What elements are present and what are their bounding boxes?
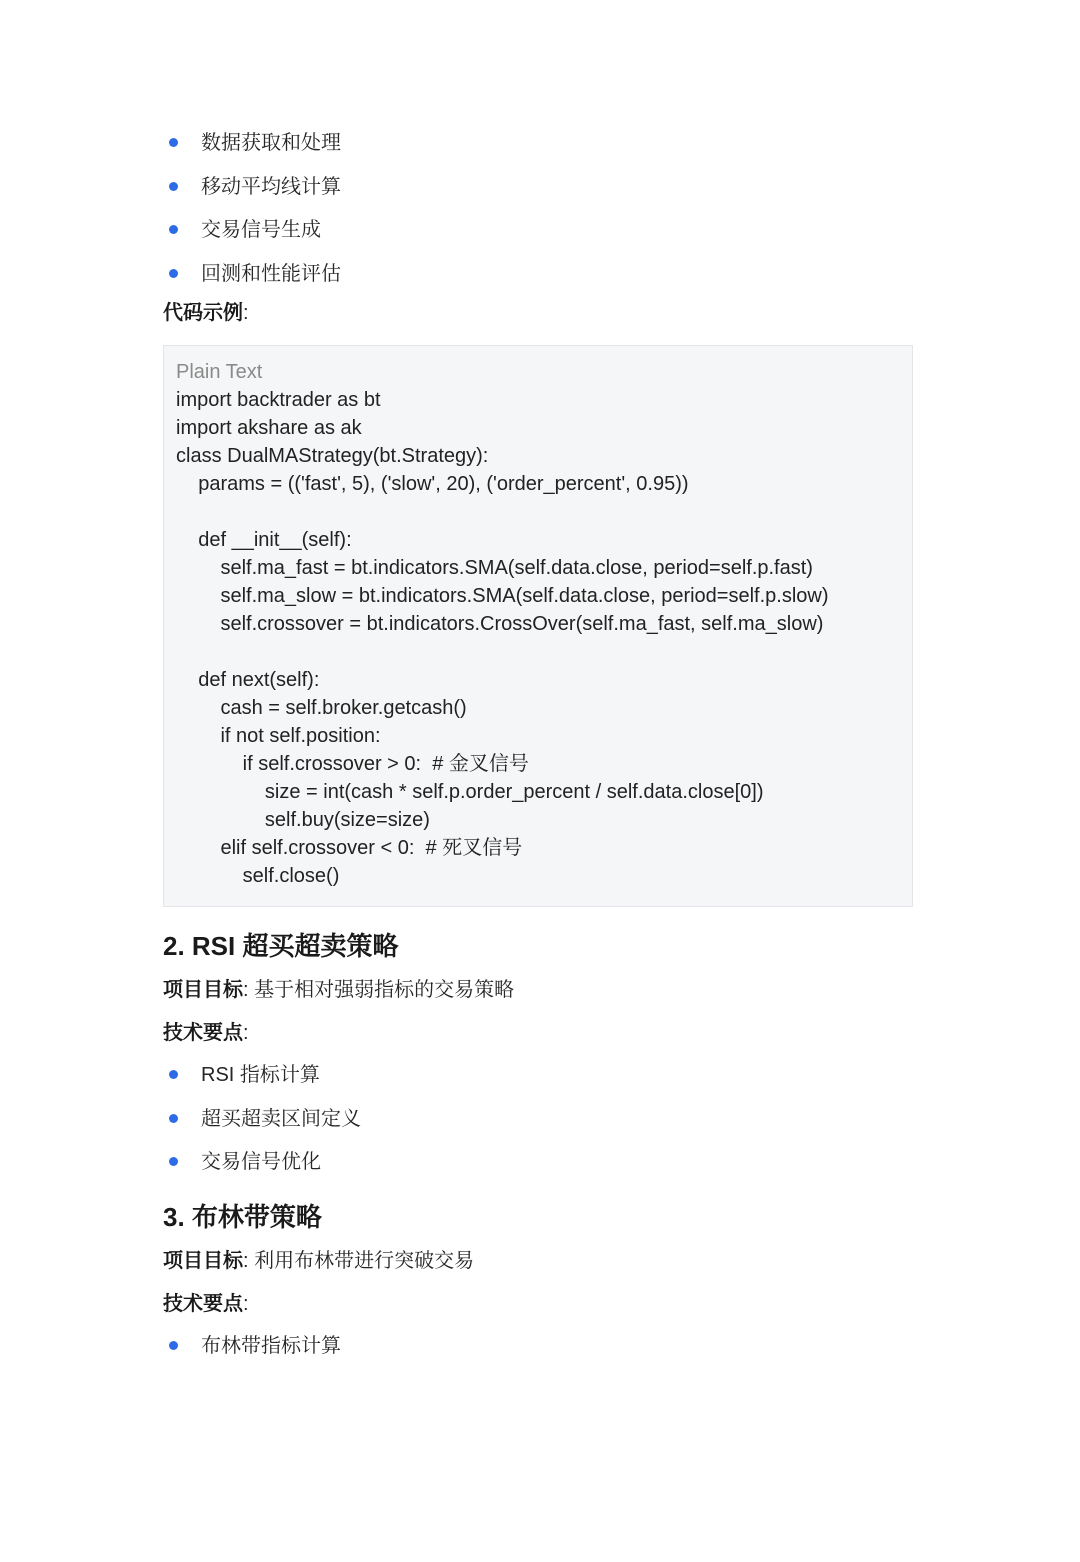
code-line: import akshare as ak	[176, 417, 362, 439]
section-2-bullet-list	[163, 1056, 915, 1187]
code-line: self.crossover = bt.indicators.CrossOver(self.ma_fast, self.ma_slow)	[176, 613, 824, 635]
section-2-points-label: 技术要点:	[163, 1022, 249, 1044]
code-line	[176, 638, 900, 666]
code-line: class DualMAStrategy(bt.Strategy):	[176, 445, 489, 467]
list-item	[163, 211, 915, 255]
list-item-text: 回测和性能评估	[201, 262, 341, 285]
code-block[interactable]	[163, 345, 913, 907]
bullet-dot-icon	[169, 269, 178, 278]
list-item-text: 交易信号生成	[201, 219, 321, 241]
code-line: self.close()	[176, 865, 340, 887]
code-line: import backtrader as bt	[176, 389, 381, 411]
code-line: def next(self):	[176, 669, 320, 691]
list-item	[163, 1100, 915, 1144]
bullet-dot-icon	[169, 1341, 178, 1350]
list-item	[163, 1327, 915, 1371]
code-line: if not self.position:	[176, 725, 381, 747]
code-line: def __init__(self):	[176, 529, 352, 551]
section-2-goal: 项目目标: 基于相对强弱指标的交易策略	[163, 979, 515, 1001]
document-page	[163, 124, 915, 1370]
list-item-text: 数据获取和处理	[201, 132, 341, 154]
code-line: if self.crossover > 0: # 金叉信号	[176, 753, 529, 775]
code-line: size = int(cash * self.p.order_percent / self.data.close[0])	[176, 781, 764, 803]
list-item	[163, 1143, 915, 1187]
list-item-text: 布林带指标计算	[201, 1334, 341, 1357]
list-item-text: RSI 指标计算	[201, 1064, 320, 1086]
list-item	[163, 1056, 915, 1100]
code-line: elif self.crossover < 0: # 死叉信号	[176, 837, 523, 859]
code-language-label: Plain Text	[176, 361, 263, 383]
code-line	[176, 498, 900, 526]
list-item	[163, 255, 915, 299]
bullet-dot-icon	[169, 1114, 178, 1123]
bullet-dot-icon	[169, 1157, 178, 1166]
bullet-dot-icon	[169, 138, 178, 147]
bullet-dot-icon	[169, 225, 178, 234]
code-line: params = (('fast', 5), ('slow', 20), ('order_percent', 0.95))	[176, 473, 689, 495]
list-item	[163, 124, 915, 168]
section-3-bullet-list	[163, 1327, 915, 1371]
list-item-text: 超买超卖区间定义	[201, 1107, 361, 1130]
code-example-label: 代码示例:	[163, 302, 249, 324]
list-item	[163, 168, 915, 212]
code-line: cash = self.broker.getcash()	[176, 697, 467, 719]
section-3-heading: 3. 布林带策略	[163, 1201, 322, 1232]
bullet-dot-icon	[169, 1070, 178, 1079]
list-item-text: 移动平均线计算	[201, 175, 341, 198]
code-line: self.ma_fast = bt.indicators.SMA(self.data.close, period=self.p.fast)	[176, 557, 813, 579]
bullet-dot-icon	[169, 182, 178, 191]
section-3-goal: 项目目标: 利用布林带进行突破交易	[163, 1249, 475, 1272]
code-line: self.ma_slow = bt.indicators.SMA(self.data.close, period=self.p.slow)	[176, 585, 829, 607]
code-line: self.buy(size=size)	[176, 809, 430, 831]
list-item-text: 交易信号优化	[201, 1151, 321, 1173]
intro-bullet-list	[163, 124, 915, 298]
section-2-heading: 2. RSI 超买超卖策略	[163, 931, 399, 961]
section-3-points-label: 技术要点:	[163, 1292, 249, 1315]
